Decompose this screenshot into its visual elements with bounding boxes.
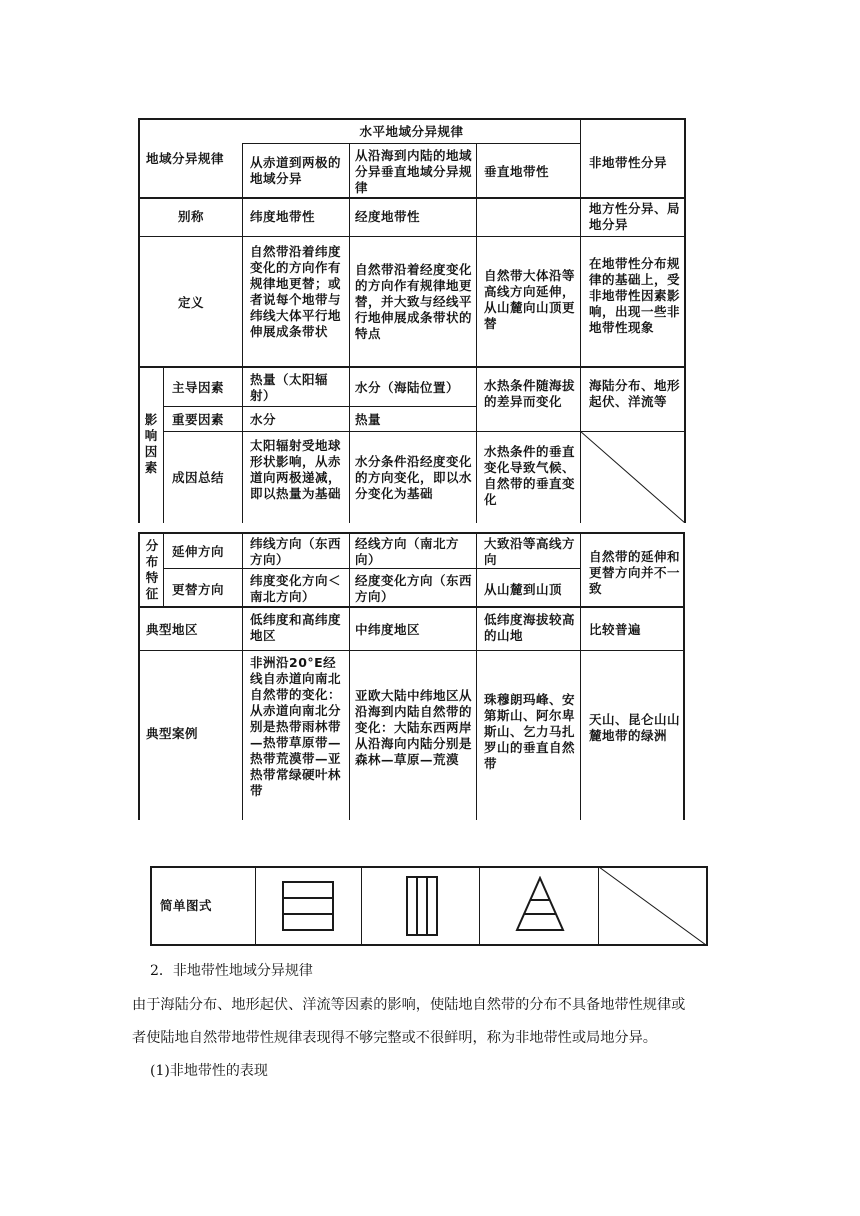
alias-col1: 纬度地带性: [250, 209, 316, 224]
region-col2: 中纬度地区: [355, 622, 421, 637]
definition-col3: 自然带大体沿等高线方向延伸，从山麓向山顶更替: [484, 268, 576, 331]
azonal-diagram: [599, 867, 706, 945]
case-label: 典型案例: [146, 726, 199, 741]
header-row-label: 地域分异规律: [146, 151, 225, 166]
dominant-col1: 热量（太阳辐射）: [250, 372, 329, 403]
definition-col1: 自然带沿着纬度变化的方向作有规律地更替；或者说每个地带与纬线大体平行地伸展成条带状: [250, 244, 342, 339]
definition-col4: 在地带性分布规律的基础上，受非地带性因素影响，出现一些非地带性现象: [589, 256, 681, 335]
paragraph-line-2: 者使陆地自然带地带性规律表现得不够完整或不很鲜明，称为非地带性或局地分异。: [132, 1030, 657, 1046]
diagonal-slash: [580, 431, 685, 523]
replace-col2: 经度变化方向（东西方向）: [355, 573, 473, 604]
region-col1: 低纬度和高纬度地区: [250, 612, 342, 643]
dominant-label: 主导因素: [172, 380, 225, 395]
important-col2: 热量: [355, 412, 382, 427]
section-heading: 2．非地带性地域分异规律: [150, 963, 313, 979]
paragraph-line-1: 由于海陆分布、地形起伏、洋流等因素的影响，使陆地自然带的分布不具备地带性规律或: [132, 997, 686, 1013]
extend-col2: 经线方向（南北方向）: [355, 536, 460, 567]
alias-col2: 经度地带性: [355, 209, 421, 224]
extend-col1: 纬线方向（东西方向）: [250, 536, 342, 567]
alias-label: 别称: [178, 209, 205, 224]
region-col3: 低纬度海拔较高的山地: [484, 612, 576, 643]
header-col2: 从沿海到内陆的地域分异垂直地域分异规律: [355, 148, 473, 195]
header-group-title: 水平地域分异规律: [359, 124, 464, 139]
replace-col1: 纬度变化方向＜南北方向）: [250, 573, 342, 604]
replace-label: 更替方向: [172, 582, 225, 597]
summary-col1: 太阳辐射受地球形状影响，从赤道向两极递减，即以热量为基础: [250, 438, 342, 501]
summary-label: 成因总结: [172, 470, 225, 485]
important-col1: 水分: [250, 412, 277, 427]
factors-col3: 水热条件随海拔的差异而变化: [484, 378, 576, 409]
summary-col2: 水分条件沿经度变化的方向变化，即以水分变化为基础: [355, 454, 473, 501]
extend-col3: 大致沿等高线方向: [484, 536, 576, 567]
case-col2: 亚欧大陆中纬地区从沿海到内陆自然带的变化：大陆东西两岸从沿海向内陆分别是森林—草原—荒漠: [355, 688, 473, 767]
alias-col4: 地方性分异、局地分异: [589, 201, 681, 232]
diagram-label: 简单图式: [160, 898, 213, 913]
case-col1: 非洲沿20°E经线自赤道向南北自然带的变化：从赤道向南北分别是热带雨林带—热带草原带—热带荒漠带—亚热带常绿硬叶林带: [250, 655, 342, 798]
header-col1: 从赤道到两极的地域分异: [250, 155, 342, 186]
header-col3: 垂直地带性: [484, 164, 550, 179]
definition-col2: 自然带沿着经度变化的方向作有规律地更替，并大致与经线平行地伸展成条带状的特点: [355, 262, 473, 341]
region-col4: 比较普遍: [589, 622, 642, 637]
case-col4: 天山、昆仑山山麓地带的绿洲: [589, 712, 681, 743]
vertical-zones-diagram: [515, 876, 565, 932]
distribution-col4: 自然带的延伸和更替方向并不一致: [589, 549, 681, 596]
dominant-col2: 水分（海陆位置）: [355, 380, 460, 395]
case-col3: 珠穆朗玛峰、安第斯山、阿尔卑斯山、乞力马扎罗山的垂直自然带: [484, 692, 576, 771]
extend-label: 延伸方向: [172, 544, 225, 559]
replace-col3: 从山麓到山顶: [484, 582, 563, 597]
distribution-group-label: 分布特征: [145, 538, 159, 601]
latitudinal-zones-diagram: [282, 881, 334, 931]
header-col4: 非地带性分异: [589, 155, 668, 170]
definition-label: 定义: [178, 295, 205, 310]
factors-group-label: 影响因素: [144, 412, 158, 475]
sub-heading: (1)非地带性的表现: [150, 1063, 268, 1079]
summary-col3: 水热条件的垂直变化导致气候、自然带的垂直变化: [484, 444, 576, 507]
important-label: 重要因素: [172, 412, 225, 427]
factors-col4: 海陆分布、地形起伏、洋流等: [589, 378, 681, 409]
longitudinal-zones-diagram: [406, 876, 438, 936]
region-label: 典型地区: [146, 622, 199, 637]
